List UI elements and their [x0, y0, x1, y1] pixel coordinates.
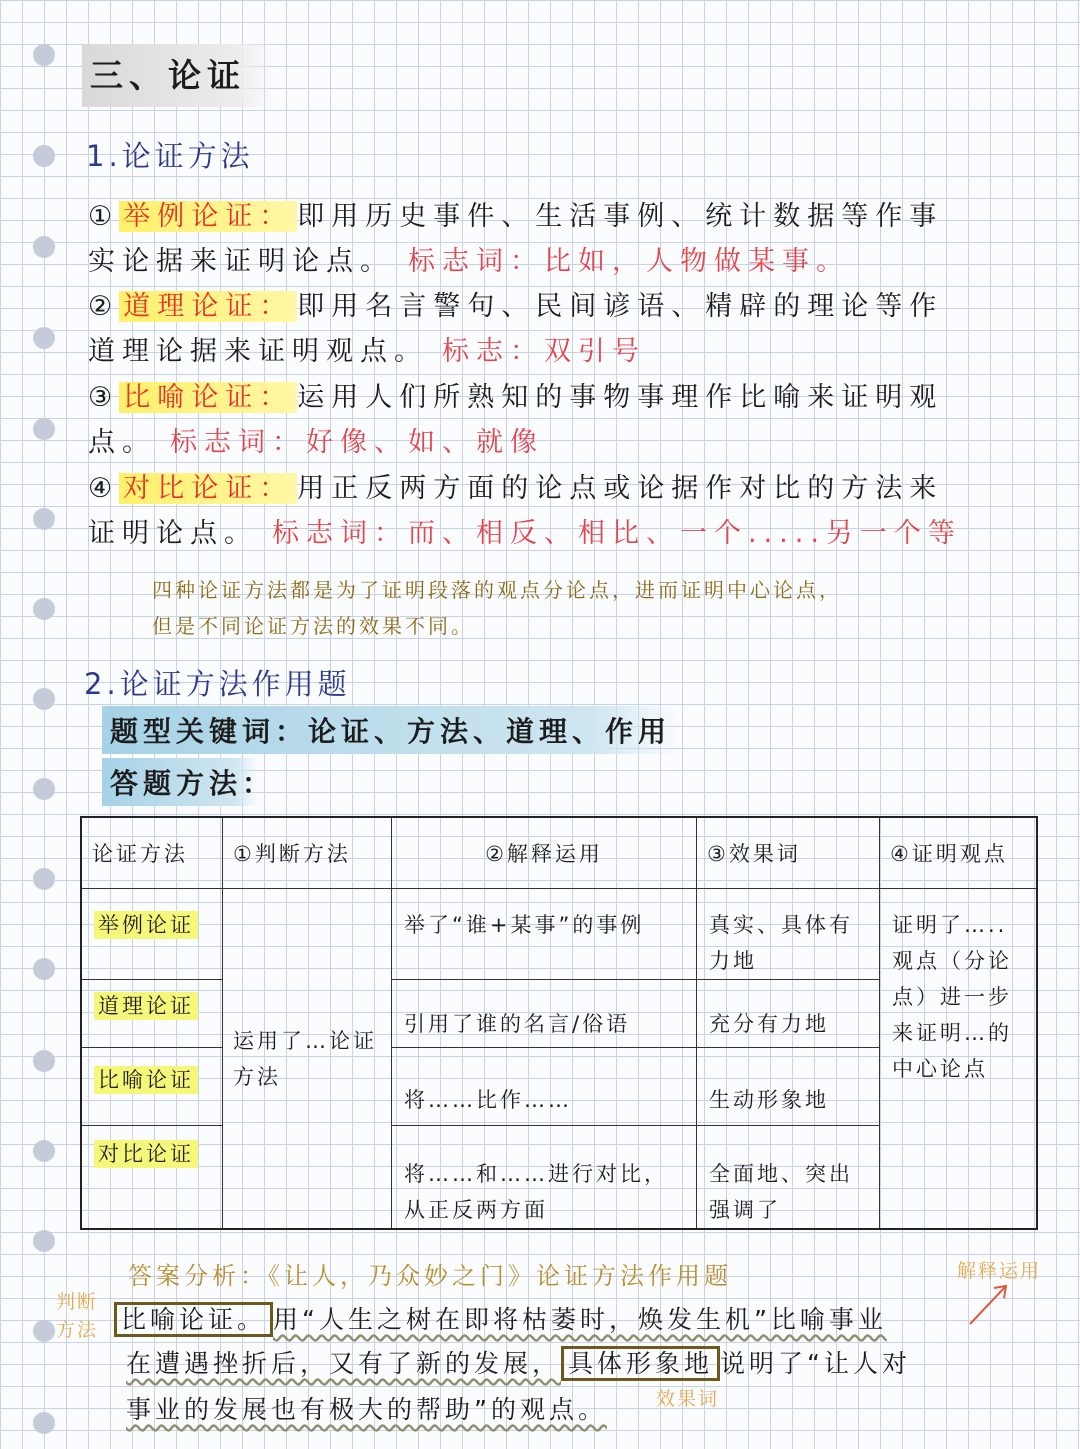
prove-cell: 证明了…..观点（分论点）进一步来证明…的中心论点: [880, 889, 1038, 1230]
header-judge: ①判断方法: [223, 817, 392, 889]
binder-hole: [33, 958, 55, 980]
method-definition-cont: 证明论点。: [88, 518, 258, 549]
answer-text-2a: 在遭遇挫折后，又有了新的发展，: [126, 1349, 562, 1378]
header-explain: ②解释运用: [392, 817, 697, 889]
method-item-line-2: [88, 511, 962, 550]
method-number: ②: [88, 291, 120, 322]
method-definition-cont: 点。: [88, 427, 156, 458]
binder-hole: [33, 418, 55, 440]
answer-boxed-method: 比喻论证。: [114, 1302, 273, 1337]
note-line-1: 四种论证方法都是为了证明段落的观点分论点，进而证明中心论点，: [152, 578, 842, 602]
binder-hole: [33, 44, 55, 66]
side-note-judge: 判断方法: [56, 1291, 99, 1341]
effect-cell: 充分有力地: [697, 980, 880, 1048]
method-marker: 标志词：比如，人物做某事。: [408, 246, 850, 277]
binder-hole: [33, 868, 55, 890]
method-item-line-2: [88, 420, 544, 459]
method-item-line-1: [88, 284, 943, 323]
method-label: 道理论证: [94, 992, 198, 1020]
method-definition-cont: 道理论据来证明观点。: [88, 336, 428, 367]
binder-hole: [33, 327, 55, 349]
header-prove: ④证明观点: [880, 817, 1038, 889]
section-title: 三、论证: [82, 44, 274, 107]
header-effect: ③效果词: [697, 817, 880, 889]
header-method: 论证方法: [81, 817, 223, 889]
answer-method-label: 答题方法：: [102, 758, 258, 806]
table-row: [81, 889, 1037, 980]
answer-title: 答案分析：《让人，乃众妙之门》论证方法作用题: [128, 1262, 732, 1290]
answer-text-3: 事业的发展也有极大的帮助”的观点。: [126, 1395, 607, 1424]
explain-cell: 举了“谁+某事”的事例: [392, 889, 697, 980]
method-cell: [81, 1048, 223, 1126]
binder-hole: [33, 1050, 55, 1072]
method-label: 比喻论证: [94, 1066, 198, 1094]
method-label: 举例论证: [94, 911, 198, 939]
method-name: 举例论证：: [119, 201, 297, 232]
method-name: 道理论证：: [119, 291, 297, 322]
method-marker: 标志：双引号: [442, 336, 646, 367]
method-definition-cont: 实论据来证明论点。: [88, 246, 394, 277]
table-header-row: [81, 817, 1037, 889]
method-number: ①: [88, 201, 120, 232]
binder-hole: [33, 1412, 55, 1434]
method-item-line-1: [88, 375, 943, 414]
subsection-1-title: 1.论证方法: [86, 139, 254, 173]
method-table: [80, 816, 1038, 1230]
method-marker: 标志词：好像、如、就像: [170, 427, 544, 458]
method-number: ③: [88, 382, 120, 413]
effect-cell: 真实、具体有力地: [697, 889, 880, 980]
method-cell: [81, 1126, 223, 1230]
effect-cell: 生动形象地: [697, 1048, 880, 1126]
method-item-line-1: [88, 466, 943, 505]
side-note-explain: 解释运用: [957, 1260, 1042, 1282]
binder-hole: [33, 236, 55, 258]
method-cell: [81, 889, 223, 980]
method-definition: 运用人们所熟知的事物事理作比喻来证明观: [297, 382, 944, 413]
method-item-line-2: [88, 329, 646, 368]
binder-hole: [33, 778, 55, 800]
method-name: 对比论证：: [119, 473, 297, 504]
method-name: 比喻论证：: [119, 382, 297, 413]
method-definition: 即用历史事件、生活事例、统计数据等作事: [297, 201, 944, 232]
note-line-2: 但是不同论证方法的效果不同。: [152, 614, 474, 638]
binder-hole: [33, 1230, 55, 1252]
binder-hole: [33, 508, 55, 530]
method-item-line-2: [88, 239, 850, 278]
effect-cell: 全面地、突出强调了: [697, 1126, 880, 1230]
subsection-2-title: 2.论证方法作用题: [84, 667, 351, 701]
method-definition: 即用名言警句、民间谚语、精辟的理论等作: [297, 291, 944, 322]
binder-hole: [33, 145, 55, 167]
method-item-line-1: [88, 194, 943, 233]
arrow-icon: [966, 1280, 1012, 1328]
answer-line-2: [126, 1344, 911, 1380]
binder-hole: [33, 1140, 55, 1162]
binder-hole: [33, 1320, 55, 1342]
method-label: 对比论证: [94, 1140, 198, 1168]
binder-holes: [33, 0, 57, 1449]
answer-boxed-effect: 具体形象地: [561, 1346, 720, 1381]
explain-cell: 将……比作……: [392, 1048, 697, 1126]
keywords-line: 题型关键词：论证、方法、道理、作用: [102, 706, 679, 754]
judge-cell: 运用了…论证方法: [223, 889, 392, 1230]
answer-line-1: [114, 1300, 887, 1336]
method-number: ④: [88, 473, 120, 504]
binder-hole: [33, 598, 55, 620]
answer-text-2b: 说明了“让人对: [720, 1349, 911, 1378]
method-cell: [81, 980, 223, 1048]
answer-line-3: [126, 1390, 607, 1426]
method-definition: 用正反两方面的论点或论据作对比的方法来: [297, 473, 944, 504]
explain-cell: 引用了谁的名言/俗语: [392, 980, 697, 1048]
side-note-effect: 效果词: [656, 1388, 720, 1410]
binder-hole: [33, 688, 55, 710]
explain-cell: 将……和……进行对比，从正反两方面: [392, 1126, 697, 1230]
answer-text-1: 用“人生之树在即将枯萎时，焕发生机”比喻事业: [273, 1305, 887, 1334]
method-marker: 标志词：而、相反、相比、一个.....另一个等: [272, 518, 962, 549]
